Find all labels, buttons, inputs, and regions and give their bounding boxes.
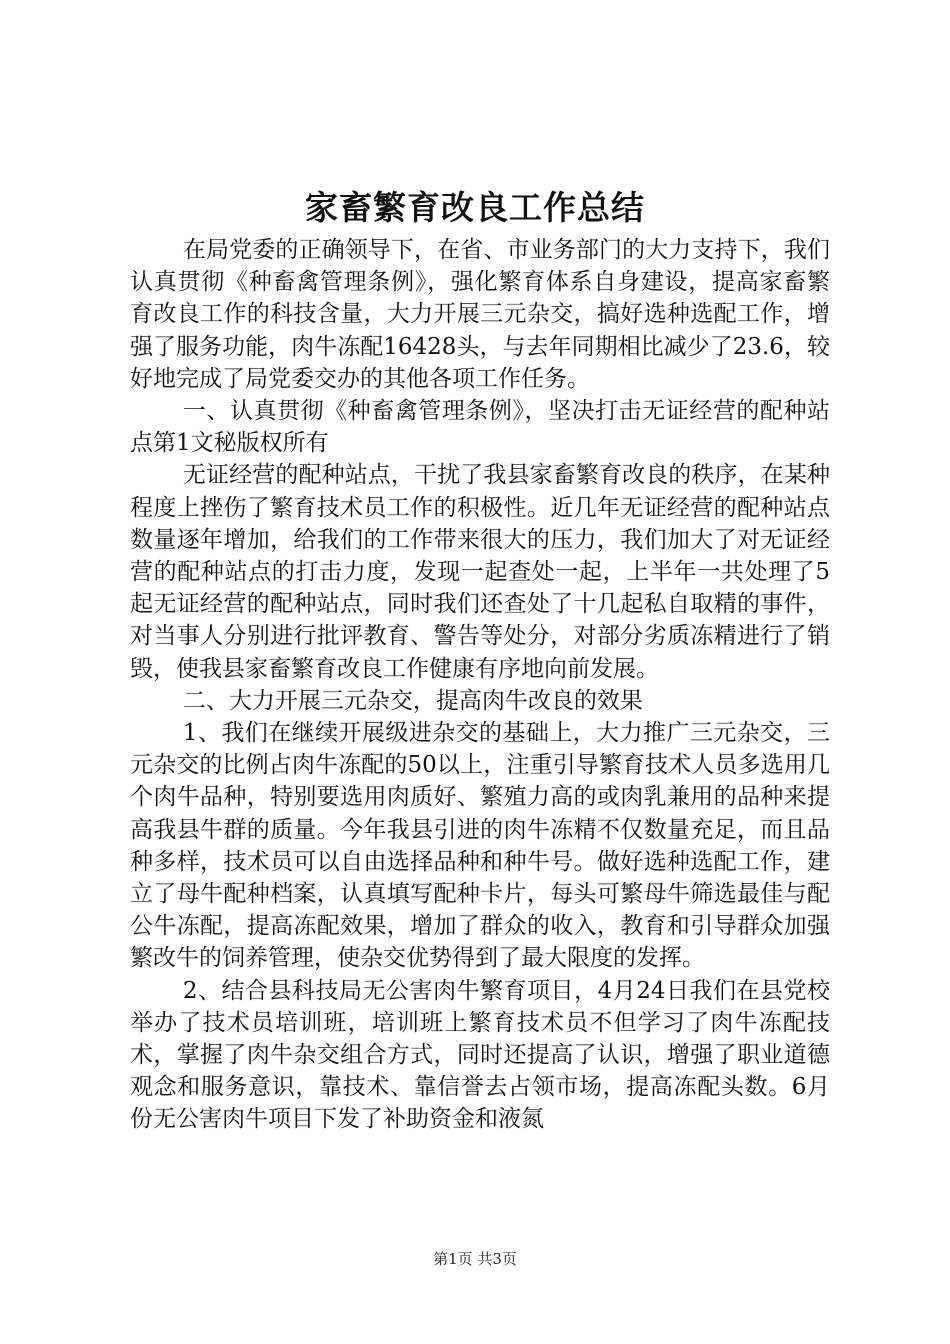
document-body (130, 234, 830, 1136)
section-heading-2: 二、大力开展三元杂交，提高肉牛改良的效果 (182, 687, 643, 714)
document-title: 家畜繁育改良工作总结 (305, 188, 645, 227)
section-heading-1: 一、认真贯彻《种畜禽管理条例》，坚决打击无证经营的配种站点第1文秘版权所有 (130, 398, 830, 457)
page-footer: 第1页 共3页 (433, 1250, 517, 1268)
section-1-paragraph: 无证经营的配种站点，干扰了我县家畜繁育改良的秩序，在某种程度上挫伤了繁育技术员工作的积极性。近几年无证经营的配种站点数量逐年增加，给我们的工作带来很大的压力，我们加大了对无证经营的配种站点的打击力度，发现一起查处一起，上半年一共处理了5起无证经营的配种站点，同时我们还查处了十几起私自取精的事件，对当事人分别进行批评教育、警告等处分，对部分劣质冻精进行了销毁，使我县家畜繁育改良工作健康有序地向前发展。 (130, 462, 830, 682)
section-2-paragraph-2: 2、结合县科技局无公害肉牛繁育项目，4月24日我们在县党校举办了技术员培训班，培训班上繁育技术员不但学习了肉牛冻配技术，掌握了肉牛杂交组合方式，同时还提高了认识，增强了职业道德观念和服务意识，靠技术、靠信誉去占领市场，提高冻配头数。6月份无公害肉牛项目下发了补助资金和液氮 (130, 977, 830, 1133)
intro-paragraph: 在局党委的正确领导下，在省、市业务部门的大力支持下，我们认真贯彻《种畜禽管理条例》，强化繁育体系自身建设，提高家畜繁育改良工作的科技含量，大力开展三元杂交，搞好选种选配工作，增强了服务功能，肉牛冻配16428头，与去年同期相比减少了23.6，较好地完成了局党委交办的其他各项工作任务。 (130, 237, 830, 392)
section-2-paragraph-1: 1、我们在继续开展级进杂交的基础上，大力推广三元杂交，三元杂交的比例占肉牛冻配的50以上，注重引导繁育技术人员多选用几个肉牛品种，特别要选用肉质好、繁殖力高的或肉乳兼用的品种来提高我县牛群的质量。今年我县引进的肉牛冻精不仅数量充足，而且品种多样，技术员可以自由选择品种和种牛号。做好选种选配工作，建立了母牛配种档案，认真填写配种卡片，每头可繁母牛筛选最佳与配公牛冻配，提高冻配效果，增加了群众的收入，教育和引导群众加强繁改牛的饲养管理，使杂交优势得到了最大限度的发挥。 (130, 720, 830, 972)
